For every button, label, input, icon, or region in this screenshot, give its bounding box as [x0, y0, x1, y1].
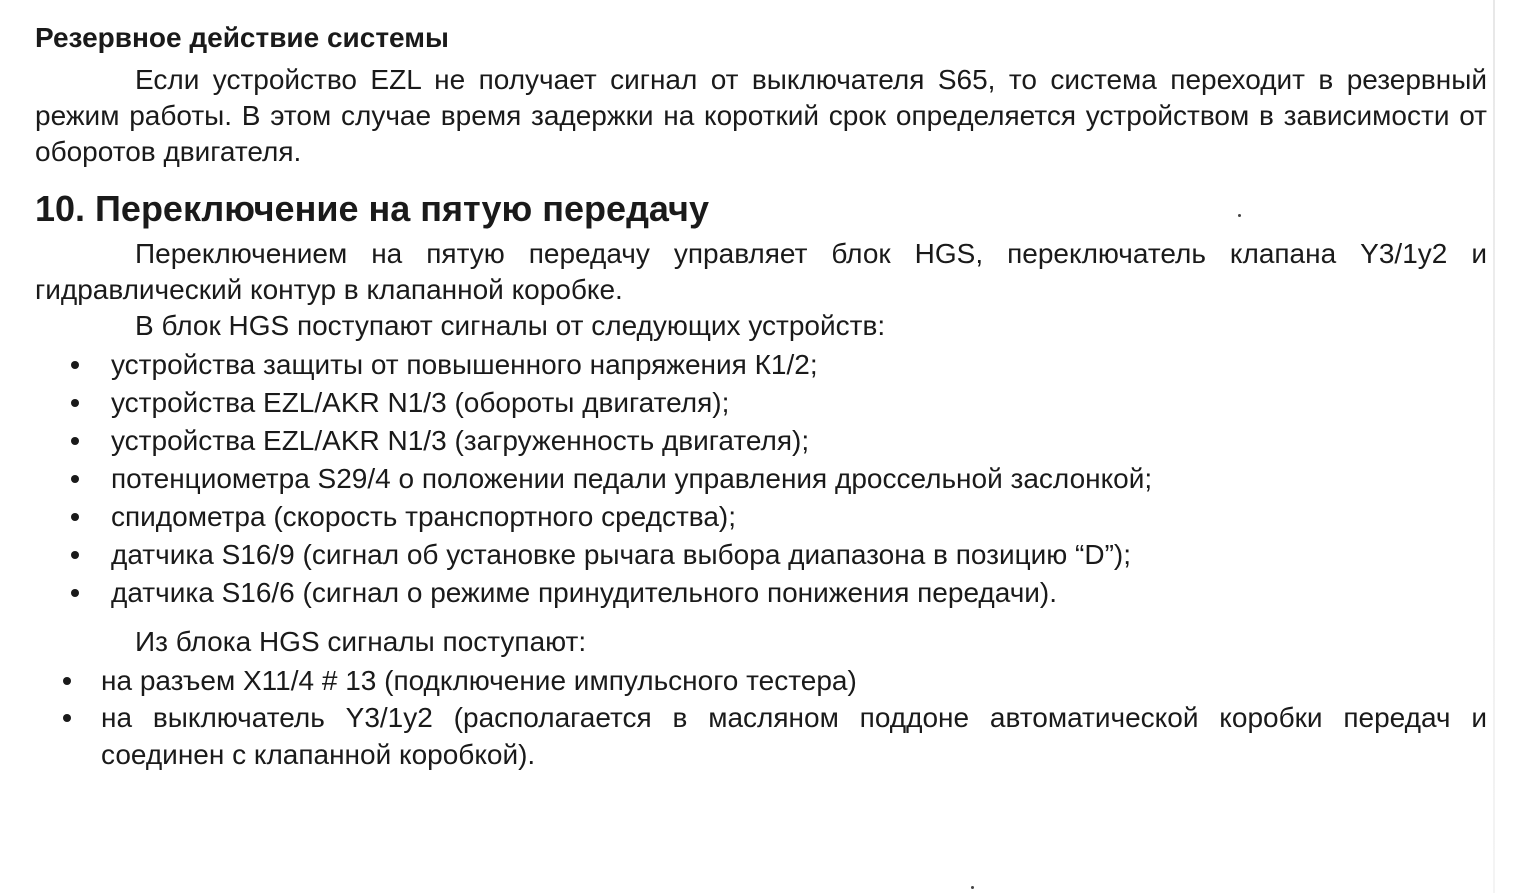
list-item-text: на разъем X11/4 # 13 (подключение импульсного тестера): [101, 665, 857, 696]
bullet-icon: [71, 399, 79, 407]
list-item: [35, 422, 1487, 460]
bullet-icon: [63, 714, 71, 722]
bullet-icon: [71, 513, 79, 521]
list-item: [35, 662, 1487, 699]
scan-speck: [1238, 214, 1241, 217]
list-item: [35, 384, 1487, 422]
document-content: [35, 18, 1487, 773]
scan-edge: [1493, 0, 1495, 893]
paragraph-hgs-inputs-intro: В блок HGS поступают сигналы от следующих устройств:: [135, 310, 886, 341]
list-item-text: потенциометра S29/4 о положении педали управления дроссельной заслонкой;: [111, 463, 1153, 494]
list-item: [35, 699, 1487, 773]
bullet-icon: [63, 677, 71, 685]
list-item-text: устройства EZL/AKR N1/3 (обороты двигателя);: [111, 387, 730, 418]
list-item: [35, 346, 1487, 384]
list-item-text: спидометра (скорость транспортного средства);: [111, 501, 737, 532]
list-item: [35, 574, 1487, 612]
bullet-icon: [71, 361, 79, 369]
spacer: [35, 612, 1487, 624]
section-heading-fifth-gear: 10. Переключение на пятую передачу: [35, 188, 709, 229]
list-item-text: устройства EZL/AKR N1/3 (загруженность двигателя);: [111, 425, 810, 456]
list-item-text: датчика S16/6 (сигнал о режиме принудительного понижения передачи).: [111, 577, 1058, 608]
bullet-icon: [71, 437, 79, 445]
list-item-text: датчика S16/9 (сигнал об установке рычага выбора диапазона в позицию “D”);: [111, 539, 1132, 570]
list-item-text: на выключатель Y3/1y2 (располагается в масляном поддоне автоматической коробки передач и соединен с клапанной коробкой).: [101, 702, 1487, 770]
hgs-output-list: [35, 662, 1487, 773]
scan-speck: [971, 886, 974, 889]
list-item: [35, 536, 1487, 574]
paragraph-hgs-outputs-intro: Из блока HGS сигналы поступают:: [135, 626, 587, 657]
bullet-icon: [71, 551, 79, 559]
paragraph-backup: Если устройство EZL не получает сигнал от выключателя S65, то система переходит в резервный режим работы. В этом случае время задержки на короткий срок определяется устройством в зависимости от оборотов двигателя.: [35, 64, 1487, 167]
paragraph-fifth-gear-intro: Переключением на пятую передачу управляет блок HGS, переключатель клапана Y3/1y2 и гидравлический контур в клапанной коробке.: [35, 238, 1487, 305]
section-heading-backup: Резервное действие системы: [35, 22, 449, 53]
bullet-icon: [71, 475, 79, 483]
bullet-icon: [71, 589, 79, 597]
list-item-text: устройства защиты от повышенного напряжения К1/2;: [111, 349, 818, 380]
list-item: [35, 498, 1487, 536]
list-item: [35, 460, 1487, 498]
hgs-input-list: [35, 346, 1487, 612]
